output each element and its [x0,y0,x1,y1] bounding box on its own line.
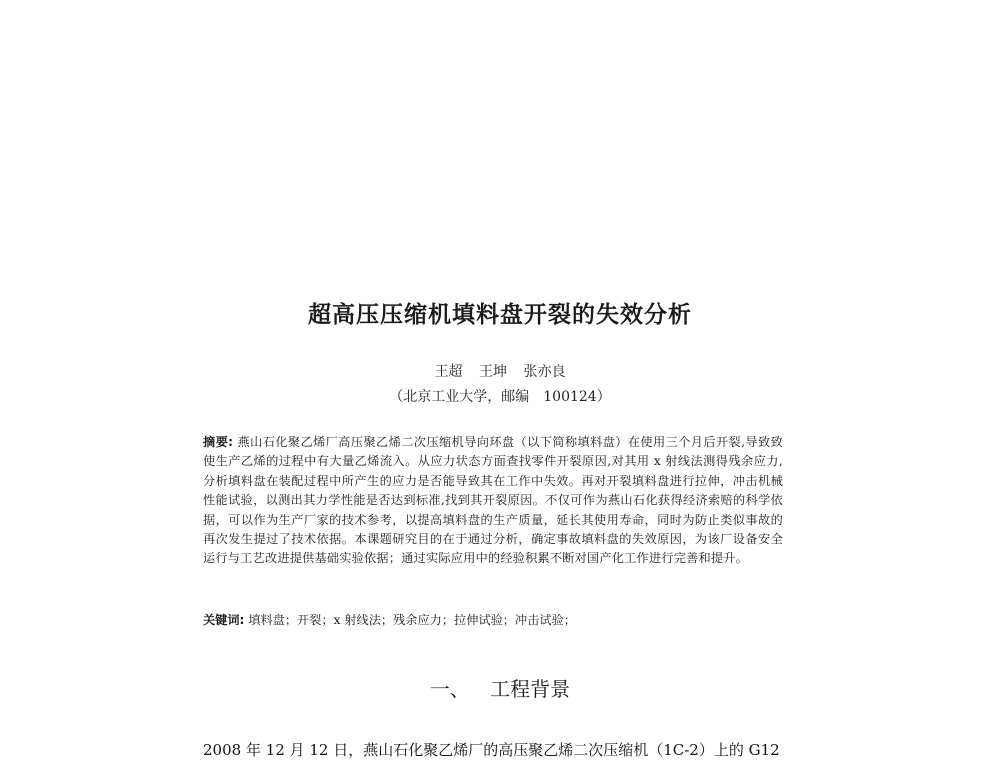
author-name: 王坤 [479,364,507,380]
abstract-label: 摘要: [203,435,234,449]
section-heading [0,673,1000,702]
abstract-text: 燕山石化聚乙烯厂高压聚乙烯二次压缩机导向环盘（以下简称填料盘）在使用三个月后开裂,导致致使生产乙烯的过程中有大量乙烯流入。从应力状态方面查找零件开裂原因,对其用 x 射线法测得残余应力,分析填料盘在装配过程中所产生的应力是否能导致其在工作中失效。再对开裂填料盘进行拉伸，冲击机械性能试验，以测出其力学性能是否达到标准,找到其开裂原因。不仅可作为燕山石化获得经济索赔的科学依据，可以作为生产厂家的技术参考，以提高填料盘的生产质量，延长其使用寿命，同时为防止类似事故的再次发生提过了技术依据。本课题研究目的在于通过分析，确定事故填料盘的失效原因，为该厂设备安全运行与工艺改进提供基础实验依据；通过实际应用中的经验积累不断对国产化工作进行完善和提升。 [203,435,783,566]
keywords-text: 填料盘；开裂；x 射线法；残余应力；拉伸试验；冲击试验； [248,613,576,627]
author-name: 王超 [434,364,463,380]
keywords-label: 关键词: [203,613,245,627]
author-list [0,361,1000,381]
keywords-block [203,611,803,630]
abstract-block [203,433,783,569]
section-number: 一、 [429,677,470,701]
body-paragraph-start: 2008 年 12 月 12 日，燕山石化聚乙烯厂的高压聚乙烯二次压缩机（1C-2）上的 G12 [203,741,780,759]
author-name: 张亦良 [523,364,566,380]
author-affiliation: （北京工业大学，邮编 100124） [389,389,611,405]
section-title: 工程背景 [490,677,571,701]
paper-title: 超高压压缩机填料盘开裂的失效分析 [308,302,692,328]
